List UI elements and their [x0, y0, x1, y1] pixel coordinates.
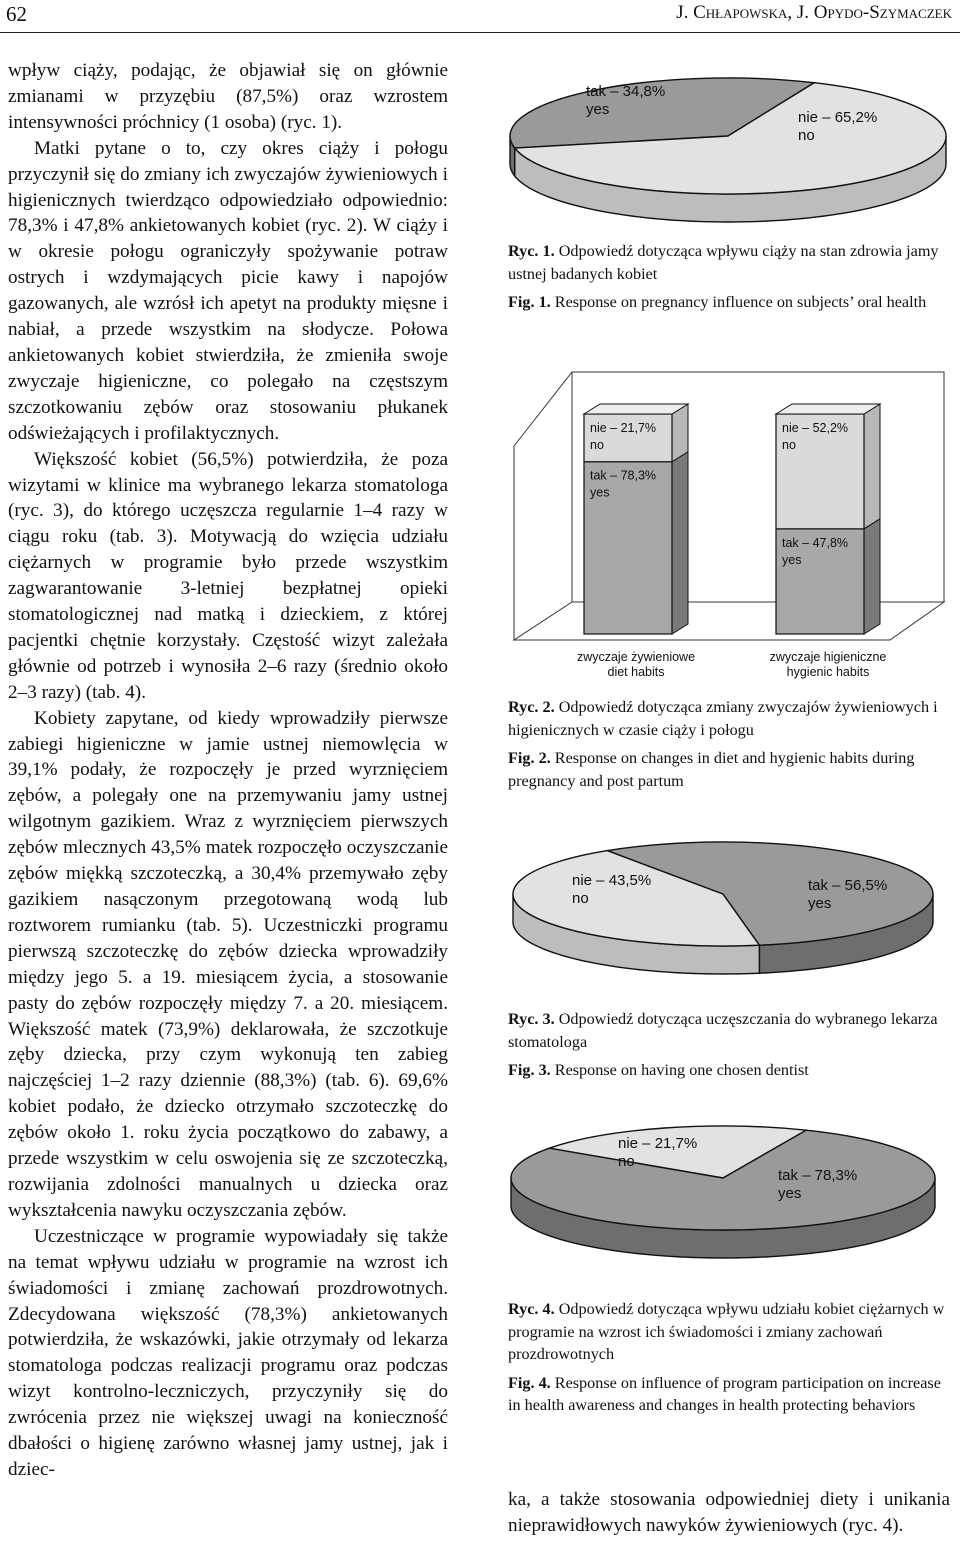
bar-chart-2 — [508, 370, 948, 680]
slice-label-en: yes — [808, 895, 832, 912]
pie-chart-3 — [508, 832, 948, 982]
caption-pl — [508, 1298, 948, 1366]
bar-data-label-en: no — [782, 438, 796, 452]
figure-2 — [508, 370, 948, 685]
bar-data-label-en: no — [590, 438, 604, 452]
bar-top — [776, 404, 880, 414]
caption-1 — [508, 240, 948, 314]
slice-label: nie – 65,2% — [798, 109, 878, 126]
caption-en — [508, 291, 948, 314]
bar-data-label-en: yes — [590, 485, 610, 500]
caption-text: Odpowiedź dotycząca zmiany zwyczajów żywieniowych i higienicznych w czasie ciąży i połogu — [508, 698, 938, 739]
chart-top-edge — [514, 372, 572, 446]
caption-label: Ryc. 2. — [508, 698, 555, 716]
slice-label: tak – 56,5% — [808, 877, 888, 894]
pie-chart-1 — [508, 66, 948, 236]
slice-label-en: yes — [778, 1185, 802, 1202]
caption-text: Response on influence of program participation on increase in health awareness and changes in health protecting behaviors — [508, 1373, 941, 1414]
caption-label: Ryc. 1. — [508, 242, 555, 260]
slice-label-en: yes — [586, 101, 610, 118]
bar-data-label-en: yes — [782, 552, 802, 567]
paragraph: Kobiety zapytane, od kiedy wprowadziły pierwsze zabiegi higieniczne w jamie ustnej niemowlęcia w 39,1% podały, że rozpoczęły je przed wyrznięciem zębów, a polegały one na przemywaniu jamy ustnej wilgotnym gazikiem. Wraz z wyrznięciem pierwszych zębów mlecznych 43,5% matek rozpoczęło oczyszczanie zębów miękką szczoteczką, a 30,4% przemywało zęby gazikiem nasączonym przegotowaną wodą lub roztworem rumianku (tab. 5). Uczestniczki programu pierwszą szczoteczkę do zębów dziecka wprowadziły między jego 5. a 19. miesiącem życia, a stosowanie pasty do zębów rozpoczęły między 7. a 20. miesiącem. Większość matek (73,9%) deklarowała, że szczotkuje zęby dziecka, przy czym wykonują ten zabieg najczęściej 1–2 razy dziennie (88,3%) (tab. 6). 69,6% kobiet podało, że dziecko otrzymało szczoteczkę do zębów około 1. roku życia początkowo do zabawy, a przede wszystkim w celu oswojenia się ze szczoteczką, rozwijania zdolności manualnych u dziecka oraz wykształcenia nawyku oczyszczania zębów. — [8, 707, 448, 1221]
bar-side — [864, 404, 880, 529]
bar-side — [864, 519, 880, 634]
slice-label-en: no — [798, 127, 815, 144]
bar-data-label: nie – 21,7% — [590, 421, 657, 435]
paragraph: wpływ ciąży, podając, że objawiał się on głównie zmianami w przyzębiu (87,5%) oraz wzrostem intensywności próchnicy (1 osoba) (ryc. 1). — [8, 60, 448, 133]
caption-4 — [508, 1298, 948, 1417]
slice-label: tak – 34,8% — [586, 83, 666, 100]
caption-label: Ryc. 3. — [508, 1010, 555, 1028]
paragraph: Matki pytane o to, czy okres ciąży i połogu przyczynił się do zmiany ich zwyczajów żywieniowych i higienicznych twierdząco odpowiedziało odpowiednio: 78,3% i 47,8% ankietowanych kobiet (ryc. 2). W ciąży i w okresie połogu ograniczyły spożywanie potraw ostrych i wzdymających picie kawy i napojów gazowanych, ale wzrósł ich apetyt na produkty mięsne i nabiał, a przede wszystkim na słodycze. Połowa ankietowanych kobiet stwierdziła, że zmieniła swoje zwyczaje higieniczne, co polegało na częstszym szczotkowaniu zębów oraz stosowaniu płukanek odświeżających i profilaktycznych. — [8, 137, 448, 444]
x-tick-label: zwyczaje żywieniowe — [576, 650, 696, 664]
paragraph: Uczestniczące w programie wypowiadały się także na temat wpływu udziału w programie na wzrost ich świadomości i zmianę zachowań prozdrowotnych. Zdecydowana większość (78,3%) ankietowanych potwierdziła, że wskazówki, jakie otrzymały od lekarza stomatologa podczas realizacji programu oraz podczas wizyt kontrolno-leczniczych, przyczyniły się do zwrócenia przez nie większej uwagi na konieczność dbałości o higienę zarówno własnej jamy ustnej, jak i dziec- — [8, 1225, 448, 1480]
bar-data-label: tak – 78,3% — [590, 468, 657, 483]
running-head: J. Chłapowska, J. Opydo-Szymaczek — [676, 2, 952, 23]
caption-2 — [508, 696, 948, 792]
right-column-text: ka, a także stosowania odpowiedniej diety i unikania nieprawidłowych nawyków żywieniowych (ryc. 4). — [508, 1489, 950, 1536]
caption-text: Response on pregnancy influence on subjects’ oral health — [554, 293, 927, 311]
slice-label: tak – 78,3% — [778, 1167, 858, 1184]
caption-text: Odpowiedź dotycząca wpływu ciąży na stan zdrowia jamy ustnej badanych kobiet — [508, 242, 939, 283]
x-tick-label-en: hygienic habits — [786, 665, 870, 679]
header-rule — [0, 32, 960, 33]
bar-top — [584, 404, 688, 414]
caption-label: Fig. 1. — [508, 293, 551, 311]
x-tick-label-en: diet habits — [607, 665, 665, 679]
caption-label: Fig. 4. — [508, 1373, 551, 1392]
caption-text: Odpowiedź dotycząca wpływu udziału kobiet ciężarnych w programie na wzrost ich świadomości i zmiany zachowań prozdrowotnych — [508, 1300, 945, 1363]
page-number: 62 — [6, 2, 27, 26]
caption-en — [508, 1059, 948, 1082]
bar-data-label: nie – 52,2% — [782, 421, 849, 435]
caption-en — [508, 1372, 948, 1417]
caption-text: Response on having one chosen dentist — [554, 1061, 809, 1079]
figure-3 — [508, 832, 948, 987]
caption-en — [508, 747, 948, 792]
pie-chart-4 — [508, 1118, 948, 1268]
x-tick-label: zwyczaje higieniczne — [769, 650, 887, 664]
bar-data-label: tak – 47,8% — [782, 535, 849, 550]
caption-text: Odpowiedź dotycząca uczęszczania do wybranego lekarza stomatologa — [508, 1010, 938, 1051]
slice-label: nie – 21,7% — [618, 1135, 698, 1152]
caption-pl — [508, 1008, 948, 1053]
caption-label: Fig. 3. — [508, 1061, 551, 1079]
caption-label: Ryc. 4. — [508, 1300, 555, 1318]
left-column — [8, 58, 448, 1483]
caption-text: Response on changes in diet and hygienic habits during pregnancy and post partum — [508, 749, 915, 790]
paragraph: Większość kobiet (56,5%) potwierdziła, że poza wizytami w klinice ma wybranego lekarza stomatologa (ryc. 3), do którego uczęszcza regularnie 1–4 razy w ciągu roku (tab. 3). Motywacją do wzięcia udziału ciężarnych w programie było przede wszystkim zagwarantowanie 3-letniej bezpłatnej opieki stomatologicznej nad matką i dzieckiem, z której pacjentki chętnie korzystały. Częstość wizyt zależała głównie od potrzeb i wynosiła 2–6 razy (średnio około 2–3 razy) (tab. 4). — [8, 448, 448, 703]
figure-4 — [508, 1118, 948, 1273]
caption-pl — [508, 240, 948, 285]
caption-3 — [508, 1008, 948, 1082]
slice-label-en: no — [618, 1153, 635, 1170]
caption-pl — [508, 696, 948, 741]
slice-label-en: no — [572, 890, 589, 907]
caption-label: Fig. 2. — [508, 749, 551, 767]
figure-1 — [508, 66, 948, 241]
slice-label: nie – 43,5% — [572, 872, 652, 889]
bar-side — [672, 452, 688, 634]
